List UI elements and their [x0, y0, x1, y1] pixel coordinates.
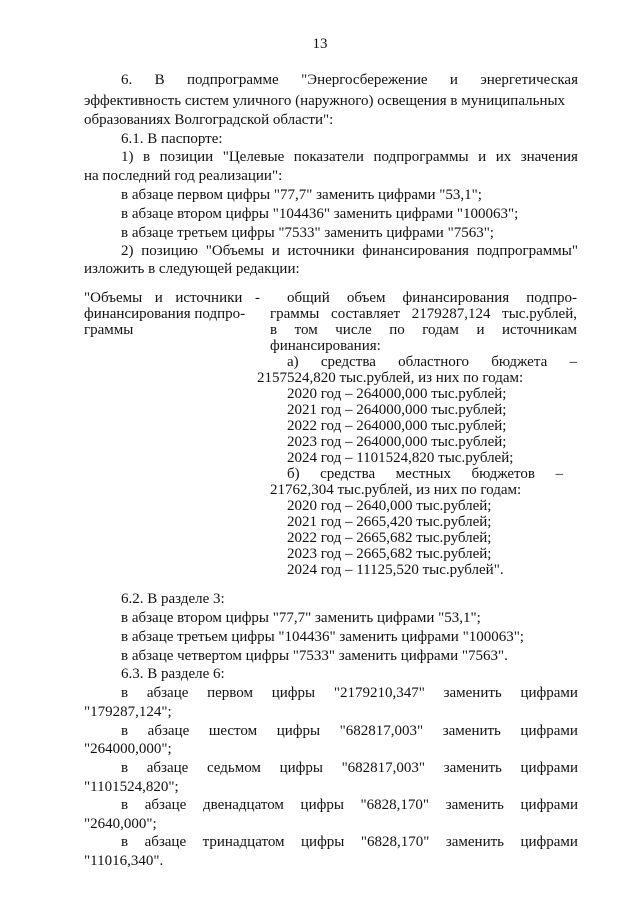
w: цифры [301, 834, 345, 850]
item6-word: "Энергосбережение [301, 72, 428, 88]
tr-word: годам [422, 322, 459, 338]
table-right-line17: 2023 год – 2665,682 тыс.рублей; [287, 546, 492, 562]
tl-word: "Объемы [84, 290, 143, 306]
table-right-line9: 2022 год – 264000,000 тыс.рублей; [287, 418, 507, 434]
w: абзаце [146, 760, 189, 776]
w: цифры [271, 685, 316, 701]
tr-word: областного [398, 354, 470, 370]
table-right-line2 [270, 306, 577, 323]
s6-3-p1-line2: "179287,124"; [84, 704, 172, 720]
s6-1-p2-line2: изложить в следующей редакции: [84, 261, 300, 277]
w: заменить [445, 797, 504, 813]
w: "2179210,347" [333, 685, 425, 701]
s6-3-p4-line2: "2640,000"; [84, 816, 157, 832]
p2-word: "Объемы [205, 243, 264, 259]
w: абзаце [144, 834, 187, 850]
s6-3-p5-line2: "11016,340". [84, 853, 164, 869]
w: "682817,003" [339, 723, 424, 739]
s6-1-abzac-1: в абзаце первом цифры "77,7" заменить цифрами "53,1"; [121, 187, 482, 203]
p1-word: в [143, 149, 151, 165]
w: первом [207, 685, 253, 701]
w: в [121, 685, 129, 701]
table-right-line14: 2020 год – 2640,000 тыс.рублей; [287, 498, 492, 514]
tr-word: по [389, 322, 405, 338]
s6-2-abzac-3: в абзаце четвертом цифры "7533" заменить цифрами "7563". [121, 648, 508, 664]
item6-word: и [449, 72, 458, 88]
table-right-line7: 2020 год – 264000,000 тыс.рублей; [287, 386, 507, 402]
table-left-line1 [84, 290, 260, 307]
table-right-line11: 2024 год – 1101524,820 тыс.рублей; [287, 450, 514, 466]
tr-word: местных [395, 466, 451, 482]
table-right-line4: финансирования: [270, 338, 381, 354]
table-right-line16: 2022 год – 2665,682 тыс.рублей; [287, 530, 492, 546]
s6-3-p3-line2: "1101524,820"; [84, 779, 179, 795]
s6-3-p1-line1 [121, 685, 578, 702]
p1-word: подпрограммы [373, 149, 469, 165]
p2-word: подпрограммы" [476, 243, 578, 259]
tr-word: – [555, 466, 563, 482]
p2-word: и [271, 243, 280, 259]
w: цифрами [520, 760, 578, 776]
p2-word: финансирования [362, 243, 469, 259]
w: "682817,003" [341, 760, 426, 776]
s6-1-p1-line1 [121, 149, 578, 166]
w: седьмом [206, 760, 261, 776]
tr-word: общий [287, 290, 330, 306]
tr-word: тыс.рублей, [502, 306, 577, 322]
tr-word: 2179287,124 [411, 306, 491, 322]
p1-word: показатели [293, 149, 364, 165]
item6-line2: эффективность систем уличного (наружного) освещения в муниципальных [84, 93, 566, 109]
w: двенадцатом [202, 797, 284, 813]
item6-word: подпрограмме [186, 72, 279, 88]
tr-word: финансирования [402, 290, 510, 306]
s6-1-abzac-2: в абзаце втором цифры "104436" заменить цифрами "100063"; [121, 206, 519, 222]
w: цифрами [520, 834, 578, 850]
tr-word: объем [346, 290, 386, 306]
table-right-line13: 21762,304 тыс.рублей, из них по годам: [270, 482, 522, 498]
w: цифрами [520, 685, 578, 701]
item6-word: энергетическая [480, 72, 578, 88]
tl-word: источники [175, 290, 243, 306]
w: тринадцатом [202, 834, 285, 850]
p1-word: позиции [159, 149, 214, 165]
s6-2-abzac-2: в абзаце третьем цифры "104436" заменить цифрами "100063"; [121, 629, 524, 645]
tr-word: и [476, 322, 485, 338]
item6-word: В [154, 72, 165, 88]
item6-line1 [121, 72, 578, 89]
tr-word: – [569, 354, 577, 370]
w: цифрами [520, 797, 578, 813]
section-6-3-heading: 6.3. В разделе 6: [121, 666, 225, 682]
table-right-line15: 2021 год – 2665,420 тыс.рублей; [287, 514, 492, 530]
s6-1-p1-line2: на последний год реализации": [84, 168, 283, 184]
tr-word: составляет [331, 306, 401, 322]
p1-word: "Целевые [222, 149, 285, 165]
table-right-line10: 2023 год – 264000,000 тыс.рублей; [287, 434, 507, 450]
w: "6828,170" [360, 797, 430, 813]
table-right-line3 [270, 322, 577, 339]
table-right-line5 [287, 354, 577, 371]
table-right-line18: 2024 год – 11125,520 тыс.рублей". [287, 562, 504, 578]
w: цифры [279, 760, 323, 776]
s6-3-p4-line1 [121, 797, 578, 814]
p2-word: источники [287, 243, 355, 259]
s6-3-p2-line2: "264000,000"; [84, 741, 172, 757]
tr-word: источникам [502, 322, 577, 338]
tl-word: и [154, 290, 163, 306]
w: заменить [442, 723, 501, 739]
tr-word: а) [287, 354, 299, 370]
tr-word: в [270, 322, 278, 338]
p2-word: 2) [121, 243, 134, 259]
tr-word: бюджета [491, 354, 548, 370]
s6-2-abzac-1: в абзаце втором цифры "77,7" заменить цифрами "53,1"; [121, 610, 481, 626]
tr-word: бюджетов [471, 466, 535, 482]
s6-3-p2-line1 [121, 723, 578, 740]
w: цифры [276, 723, 321, 739]
p1-word: значения [520, 149, 578, 165]
tl-word: - [255, 290, 260, 306]
w: в [121, 723, 129, 739]
w: в [121, 760, 129, 776]
s6-1-abzac-3: в абзаце третьем цифры "7533" заменить цифрами "7563"; [121, 225, 494, 241]
w: абзаце [144, 797, 187, 813]
tr-word: том [294, 322, 318, 338]
w: шестом [208, 723, 258, 739]
p2-word: позицию [141, 243, 198, 259]
w: в [121, 834, 129, 850]
page-number: 13 [312, 36, 328, 52]
table-left-line2: финансирования подпро- [84, 306, 246, 322]
p1-word: их [495, 149, 512, 165]
tr-word: средства [320, 354, 376, 370]
w: заменить [443, 760, 502, 776]
w: цифры [300, 797, 344, 813]
w: абзаце [146, 685, 189, 701]
section-6-1-heading: 6.1. В паспорте: [121, 131, 223, 147]
tr-word: средства [320, 466, 376, 482]
w: "6828,170" [360, 834, 430, 850]
item6-word: 6. [121, 72, 133, 88]
s6-3-p5-line1 [121, 834, 578, 851]
item6-line3: образованиях Волгоградской области": [84, 112, 334, 128]
table-right-line1 [287, 290, 577, 307]
tr-word: граммы [270, 306, 320, 322]
w: абзаце [147, 723, 190, 739]
tr-word: б) [287, 466, 300, 482]
table-left-line3: граммы [84, 322, 134, 338]
p1-word: и [478, 149, 487, 165]
w: заменить [445, 834, 504, 850]
w: цифрами [520, 723, 578, 739]
p1-word: 1) [121, 149, 134, 165]
tr-word: числе [335, 322, 372, 338]
section-6-2-heading: 6.2. В разделе 3: [121, 591, 225, 607]
table-right-line6: 2157524,820 тыс.рублей, из них по годам: [257, 370, 524, 386]
s6-3-p3-line1 [121, 760, 578, 777]
s6-1-p2-line1 [121, 243, 578, 260]
w: в [121, 797, 129, 813]
table-right-line12 [287, 466, 563, 483]
w: заменить [443, 685, 502, 701]
tr-word: подпро- [526, 290, 577, 306]
table-right-line8: 2021 год – 264000,000 тыс.рублей; [287, 402, 507, 418]
